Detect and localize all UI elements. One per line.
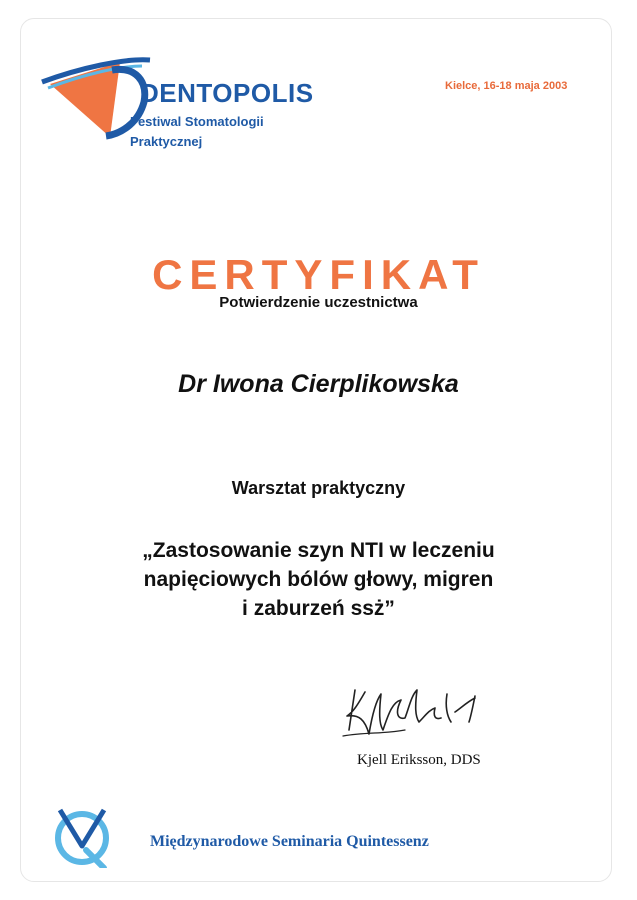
- logo-subtitle-line-1: Festiwal Stomatologii: [130, 114, 264, 129]
- organizer-name: Międzynarodowe Seminaria Quintessenz: [150, 833, 429, 850]
- logo-name: DENTOPOLIS: [140, 78, 314, 108]
- topic-line: i zaburzeń ssż”: [242, 597, 395, 620]
- workshop-topic: [0, 536, 637, 623]
- signer-name: Kjell Eriksson, DDS: [357, 752, 481, 768]
- topic-line: „Zastosowanie szyn NTI w leczeniu: [142, 539, 495, 562]
- certificate-subtitle: Potwierdzenie uczestnictwa: [219, 294, 418, 311]
- quintessenz-logo: [52, 806, 114, 868]
- workshop-type: Warsztat praktyczny: [231, 478, 406, 498]
- certificate-title: CERTYFIKAT: [152, 251, 485, 298]
- event-date: Kielce, 16-18 maja 2003: [445, 80, 568, 92]
- topic-line: napięciowych bólów głowy, migren: [143, 568, 494, 591]
- handwritten-signature: [335, 672, 495, 742]
- recipient-name: Dr Iwona Cierplikowska: [178, 370, 459, 398]
- logo-subtitle-line-2: Praktycznej: [130, 134, 203, 149]
- dentopolis-logo: [40, 52, 314, 162]
